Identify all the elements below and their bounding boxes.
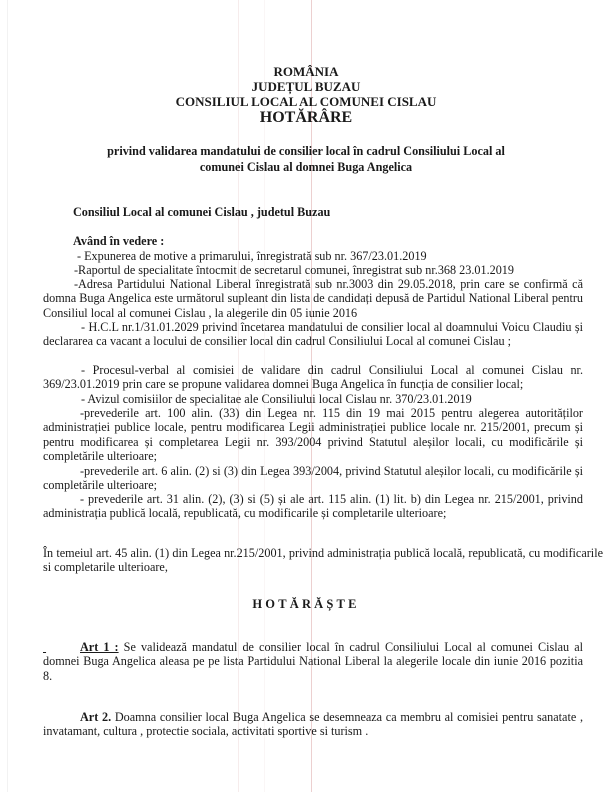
considering-item: - Avizul comisiilor de specialitae ale Consiliului local Cislau nr. 370/23.01.2019 [81, 392, 472, 406]
considering-item: -prevederile art. 6 alin. (2) si (3) din Legea 393/2004, privind Statutul aleșilor locali, cu modificările și completările ulterioare; [43, 464, 583, 493]
considering-item: - Procesul-verbal al comisiei de validare din cadrul Consiliului Local al comunei Cislau nr. 369/23.01.2019 prin care se propune validarea domnei Buga Angelica în funcția de consilier local; [43, 363, 583, 392]
underline-lead [43, 640, 80, 654]
considering-heading: Având în vedere : [73, 234, 165, 248]
issuer: Consiliul Local al comunei Cislau , judetul Buzau [73, 205, 331, 219]
considering-item: -Adresa Partidului National Liberal înregistrată sub nr.3003 din 29.05.2018, prin care se confirmă că domna Buga Angelica este următorul supleant din lista de candidați depusă de Partidul National Liberal pentru Consiliul local al comunei Cislau , la alegerile din 05 iunie 2016 [43, 277, 583, 320]
header-county: JUDEȚUL BUZAU [251, 79, 361, 94]
article-1 [43, 640, 583, 683]
considering-item: - H.C.L nr.1/31.01.2029 privind încetarea mandatului de consilier local al doamnului Voicu Claudiu și declararea ca vacant a locului de consilier local din cadrul Consiliului Local al comunei Cislau ; [43, 320, 583, 349]
article-1-text: Se validează mandatul de consilier local în cadrul Consiliului Local al comunei Cislau al domnei Buga Angelica aleasa pe pe lista Partidului National Liberal la alegerile locale din iunie 2016 pozitia 8. [43, 640, 583, 683]
header-country: ROMÂNIA [273, 64, 339, 79]
subject-line-2: comunei Cislau al domnei Buga Angelica [199, 160, 413, 174]
considering-item: - Expunerea de motive a primarului, înregistrată sub nr. 367/23.01.2019 [77, 249, 427, 263]
legal-basis: În temeiul art. 45 alin. (1) din Legea nr.215/2001, privind administrația publică locală, republicată, cu modificarile si completarile ulterioare, [43, 546, 603, 575]
article-2 [43, 710, 583, 739]
article-2-text: Doamna consilier local Buga Angelica se desemneaza ca membru al comisiei pentru sanatate , invatamant, cultura , protectie sociala, activitati sportive si turism . [43, 710, 583, 739]
article-1-label: Art 1 : [80, 640, 119, 654]
considering-item: - prevederile art. 31 alin. (2), (3) si (5) și ale art. 115 alin. (1) lit. b) din Legea nr. 215/2001, privind administrația publică locală, republicată, cu modificarile și completarile ulterioare; [43, 492, 583, 521]
considering-item: -Raportul de specialitate întocmit de secretarul comunei, înregistrat sub nr.368 23.01.2019 [74, 263, 514, 277]
considering-item: -prevederile art. 100 alin. (33) din Legea nr. 115 din 19 mai 2015 pentru alegerea autorităților administrației publice locale, pentru modificarea Legii administrației publice locale nr. 215/2001, precum și pentru modificarea și completarea Legii nr. 393/2004 privind Statutul aleșilor locali, cu modificările și completările ulterioare; [43, 406, 583, 463]
decides-heading: HOTĂRĂȘTE [252, 597, 360, 611]
document-title: HOTĂRÂRE [259, 109, 353, 126]
subject-line-1: privind validarea mandatului de consilier local în cadrul Consiliului Local al [107, 144, 505, 158]
article-2-label: Art 2. [80, 710, 112, 724]
header-council: CONSILIUL LOCAL AL COMUNEI CISLAU [175, 94, 437, 109]
